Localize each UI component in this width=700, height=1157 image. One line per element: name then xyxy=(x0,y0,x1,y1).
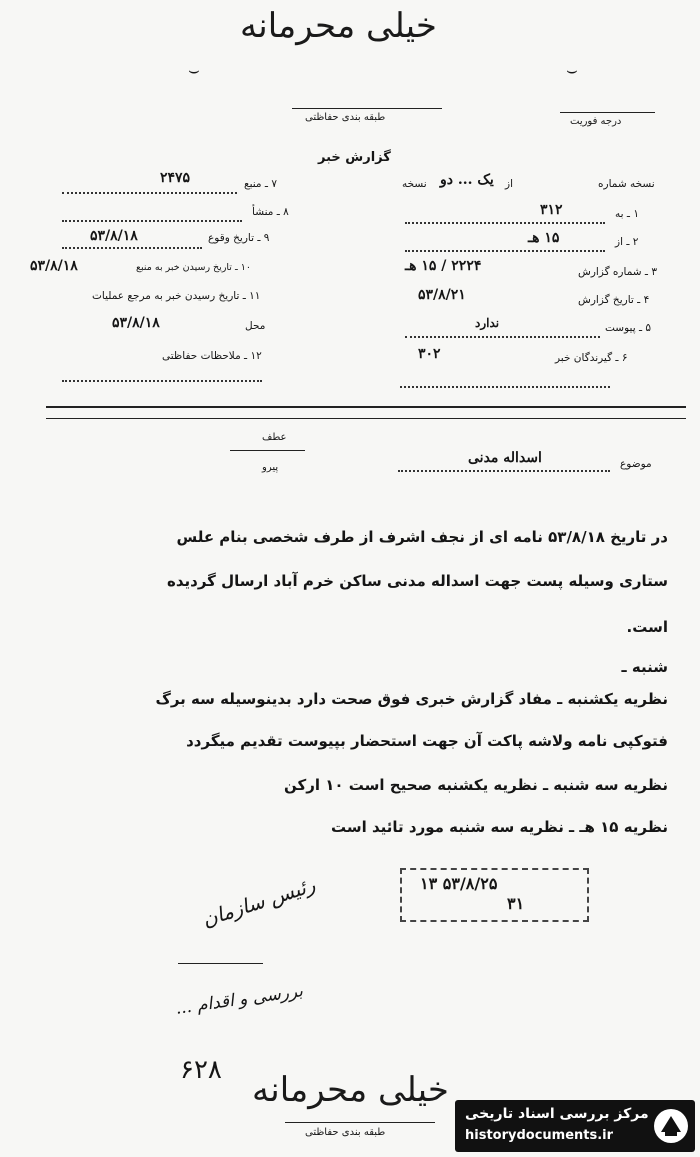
archive-logo-icon xyxy=(651,1106,691,1146)
recipients-label: ۶ ـ گیرندگان خبر xyxy=(555,352,628,364)
separator-top xyxy=(46,406,686,408)
handwritten-number: ۶۲۸ xyxy=(180,1055,222,1085)
urgency-label: درجه فوریت xyxy=(570,116,622,127)
corner-mark-right: ⌣ xyxy=(566,60,578,81)
recipients-value: ۳۰۲ xyxy=(418,346,441,362)
origin-label: ۸ ـ منشأ xyxy=(252,206,289,218)
security-notes-label: ۱۲ ـ ملاحظات حفاظتی xyxy=(162,350,262,362)
stamp-line-2: ۳۱ xyxy=(507,894,525,913)
registration-stamp xyxy=(400,868,589,922)
report-number-value: ۲۲۲۴ / ۱۵ هـ xyxy=(405,258,482,274)
source-label: ۷ ـ منبع xyxy=(244,178,277,190)
stamp-line-1: ۱۳ ۵۳/۸/۲۵ xyxy=(420,874,498,893)
to-value: ۳۱۲ xyxy=(540,202,563,218)
body-line-2: ستاری وسیله پست جهت اسداله مدنی ساکن خرم آباد ارسال گردیده xyxy=(166,572,668,590)
bottom-classification-label: طبقه بندی حفاظتی xyxy=(305,1127,386,1138)
subject-value: اسداله مدنی xyxy=(468,450,542,466)
body-line-8: نظریه ۱۵ هـ ـ نظریه سه شنبه مورد تائید است xyxy=(330,818,668,836)
report-number-label: ۳ ـ شماره گزارش xyxy=(578,266,657,278)
watermark-url: historydocuments.ir xyxy=(465,1128,614,1143)
occurrence-date-value: ۵۳/۸/۱۸ xyxy=(90,228,138,244)
report-title: گزارش خبر xyxy=(318,150,391,165)
followup-label: پیرو xyxy=(262,462,279,473)
body-line-3: است. xyxy=(626,618,668,636)
separator-bottom xyxy=(46,418,686,419)
watermark-title: مرکز بررسی اسناد تاریخی xyxy=(465,1106,649,1122)
received-ops-date-label: ۱۱ ـ تاریخ رسیدن خبر به مرجع عملیات xyxy=(92,290,261,302)
attachment-value: ندارد xyxy=(475,316,500,330)
source-value: ۲۴۷۵ xyxy=(160,170,191,186)
body-line-7: نظریه سه شنبه ـ نظریه یکشنبه صحیح است ۱۰ ارکن xyxy=(284,776,668,794)
subject-label: موضوع xyxy=(620,458,652,470)
classification-label: طبقه بندی حفاظتی xyxy=(305,112,386,123)
received-source-date-value: ۵۳/۸/۱۸ xyxy=(30,258,78,274)
attachment-label: ۵ ـ پیوست xyxy=(605,322,652,334)
top-classification-title: خیلی محرمانه xyxy=(240,6,437,46)
copy-number-mid: از xyxy=(505,178,513,190)
location-value: ۵۳/۸/۱۸ xyxy=(112,315,160,331)
ref-label: عطف xyxy=(262,432,287,443)
signature-2: بررسی و اقدام ... xyxy=(174,981,305,1019)
body-line-6: فتوکپی نامه ولاشه پاکت آن جهت استحضار بپیوست تقدیم میگردد xyxy=(186,732,668,750)
report-date-value: ۵۳/۸/۲۱ xyxy=(418,287,466,303)
signature-1: رئیس سازمان xyxy=(199,872,318,932)
location-label: محل xyxy=(245,320,266,332)
body-line-4: شنبه ـ xyxy=(621,658,668,676)
to-label: ۱ ـ به xyxy=(615,208,639,220)
archive-watermark xyxy=(455,1100,695,1152)
copy-number-value: یک ... دو xyxy=(440,172,494,188)
body-line-5: نظریه یکشنبه ـ مفاد گزارش خبری فوق صحت دارد بدینوسیله سه برگ xyxy=(155,690,668,708)
bottom-classification-title: خیلی محرمانه xyxy=(252,1070,449,1110)
copy-number-mid2: نسخه xyxy=(402,178,427,190)
body-line-1: در تاریخ ۵۳/۸/۱۸ نامه ای از نجف اشرف از طرف شخصی بنام علس xyxy=(176,528,668,546)
from-label: ۲ ـ از xyxy=(615,236,639,248)
from-value: ۱۵ هـ xyxy=(528,230,560,246)
corner-mark-left: ⌣ xyxy=(188,60,200,81)
received-source-date-label: ۱۰ ـ تاریخ رسیدن خبر به منبع xyxy=(136,262,251,273)
occurrence-date-label: ۹ ـ تاریخ وقوع xyxy=(208,232,270,244)
copy-number-label: نسخه شماره xyxy=(598,178,655,190)
report-date-label: ۴ ـ تاریخ گزارش xyxy=(578,294,650,306)
